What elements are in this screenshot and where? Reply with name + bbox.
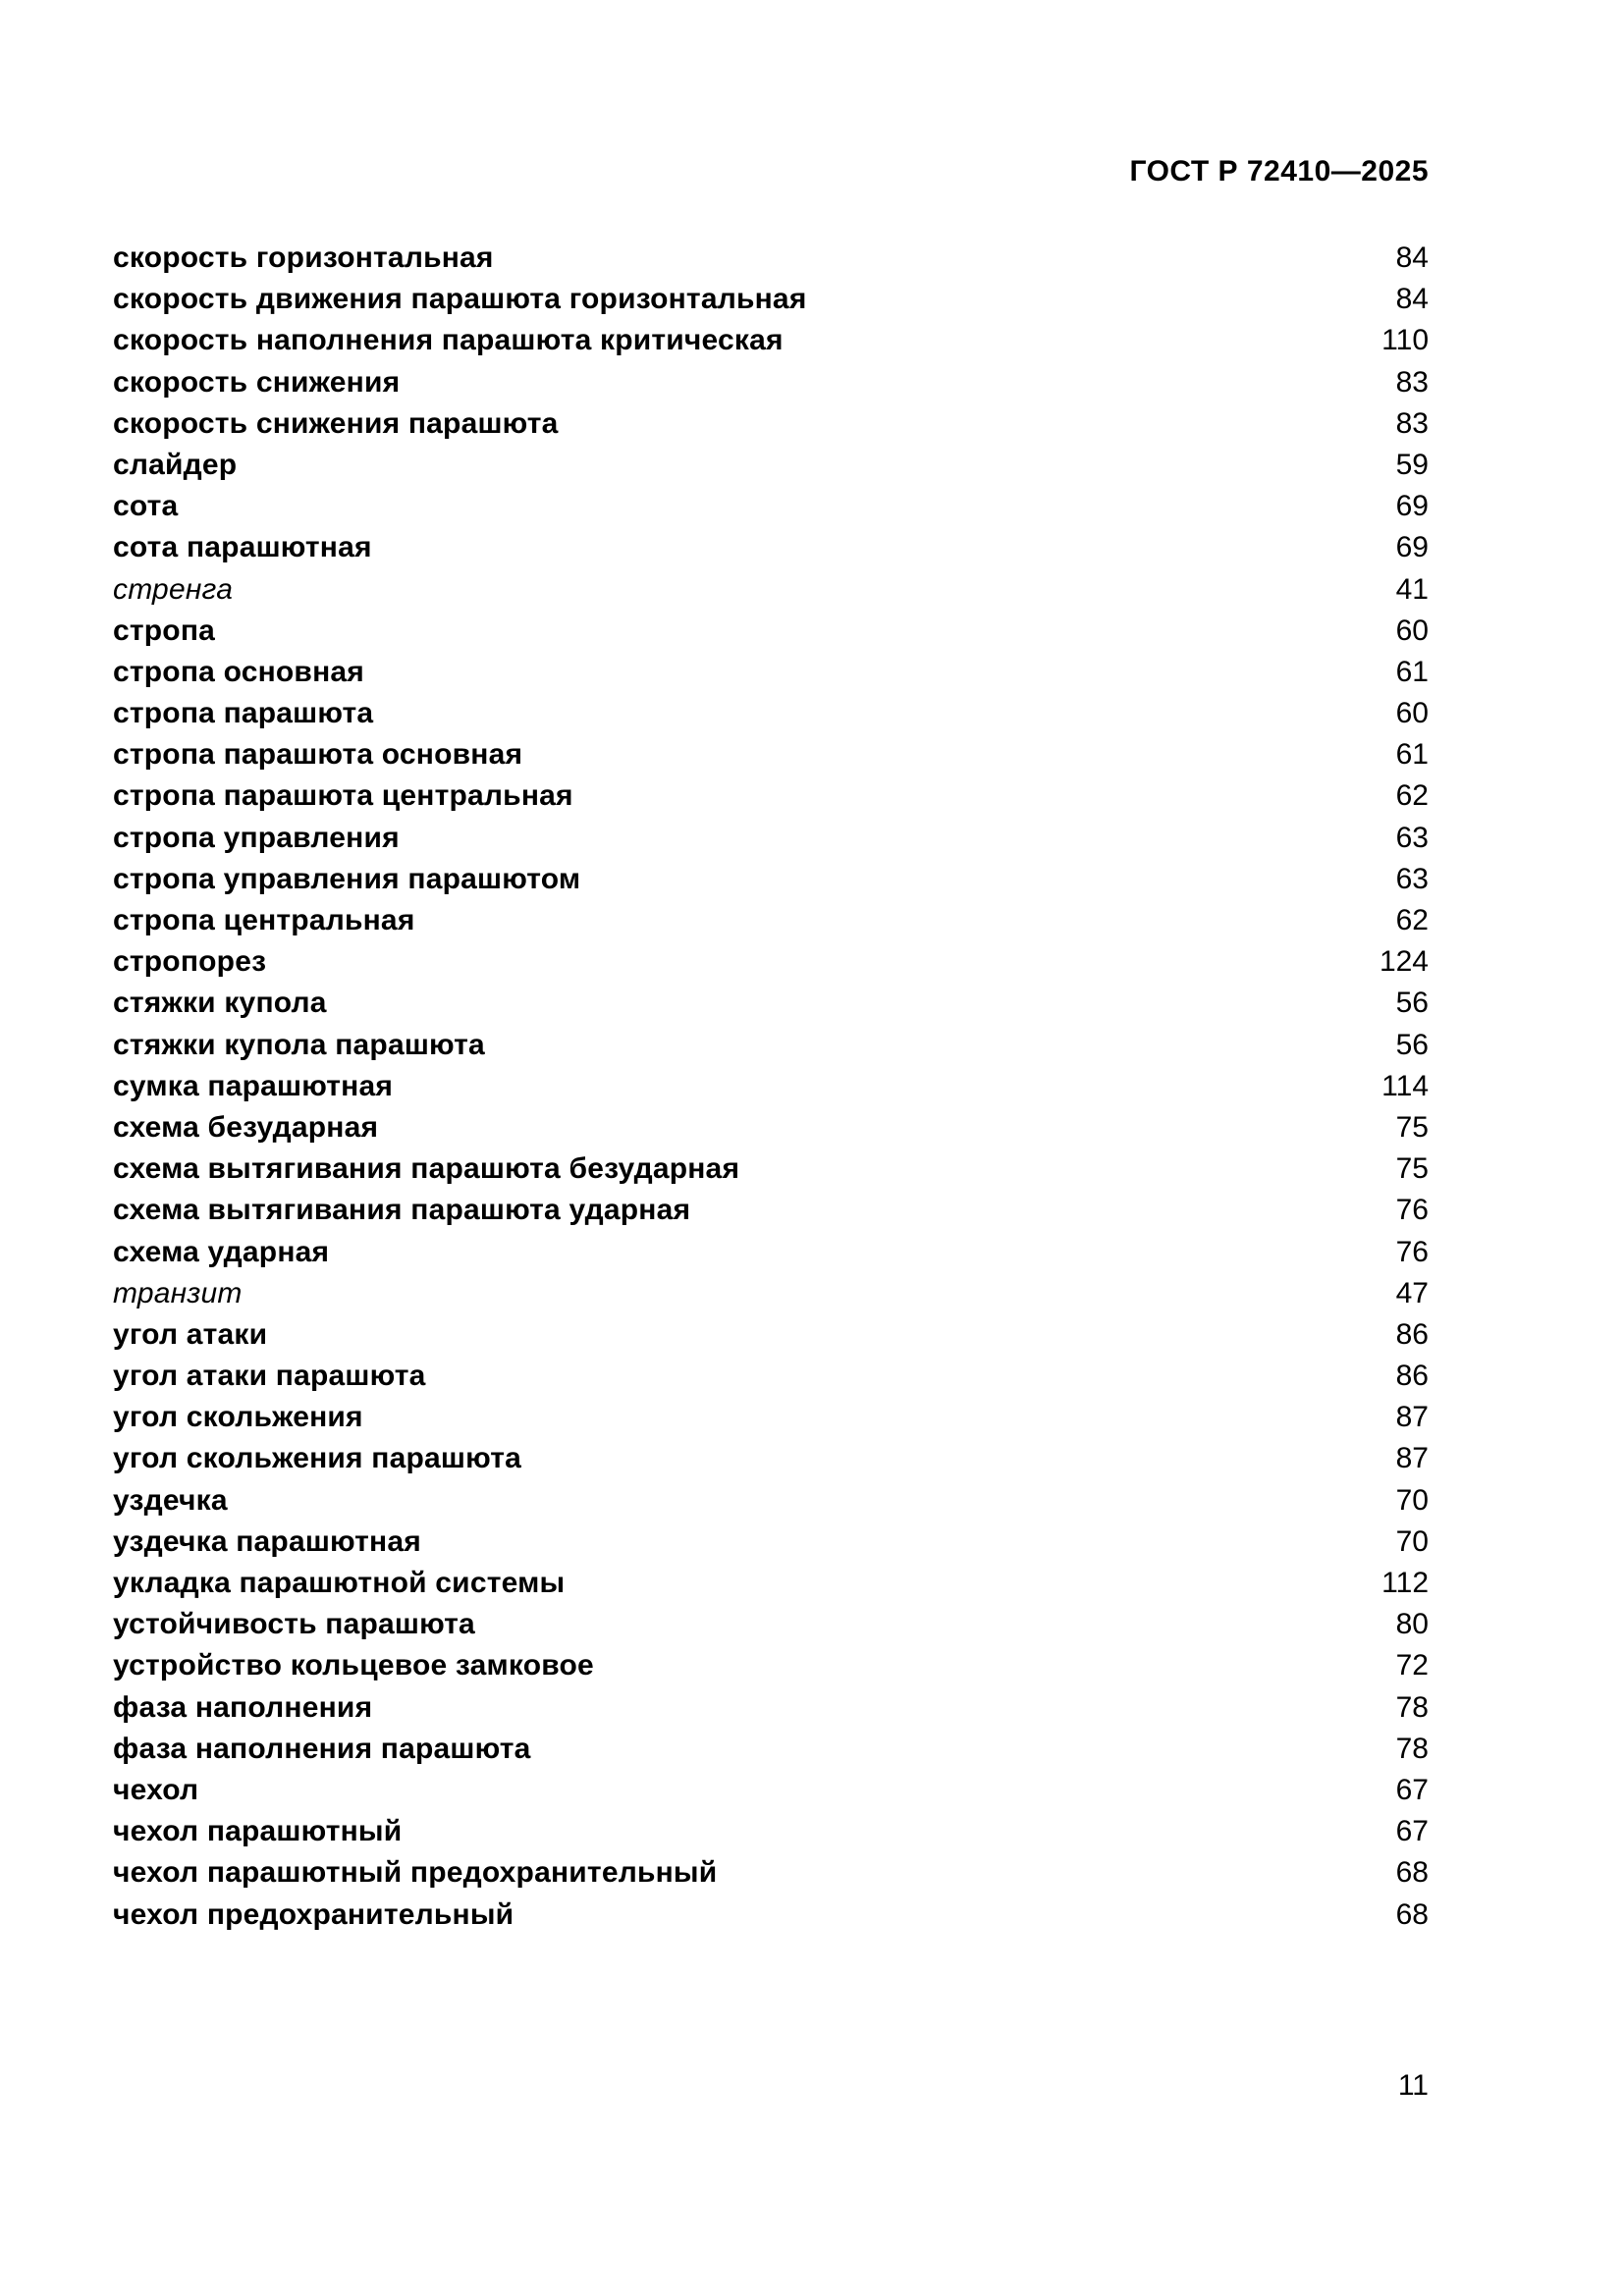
index-term: чехол парашютный предохранительный	[113, 1856, 718, 1890]
alphabetical-index-list	[113, 238, 1429, 1936]
index-term: сота парашютная	[113, 531, 372, 564]
index-page-number: 83	[1395, 406, 1429, 440]
index-row	[113, 1273, 1429, 1314]
index-term: стренга	[113, 572, 234, 606]
index-page-number: 112	[1381, 1567, 1429, 1599]
index-term: угол атаки парашюта	[113, 1360, 426, 1393]
index-term: стропа парашюта основная	[113, 738, 523, 772]
index-row	[113, 611, 1429, 652]
index-page-number: 56	[1395, 987, 1429, 1020]
index-row	[113, 362, 1429, 403]
index-page-number: 87	[1395, 1401, 1429, 1434]
index-term: стропа управления парашютом	[113, 862, 581, 895]
index-row	[113, 569, 1429, 611]
index-term: фаза наполнения парашюта	[113, 1732, 531, 1765]
index-page-number: 70	[1395, 1524, 1429, 1558]
index-page-number: 62	[1395, 779, 1429, 813]
index-row	[113, 1563, 1429, 1604]
index-term: скорость горизонтальная	[113, 241, 494, 274]
index-row	[113, 1645, 1429, 1686]
index-page-number: 63	[1395, 862, 1429, 895]
index-row	[113, 859, 1429, 900]
index-term: стропа	[113, 614, 216, 647]
page-number: 11	[1397, 2069, 1429, 2102]
index-page-number: 59	[1395, 448, 1429, 481]
index-page-number: 70	[1395, 1483, 1429, 1517]
index-page-number: 62	[1395, 904, 1429, 936]
index-term: скорость наполнения парашюта критическая	[113, 324, 784, 357]
index-term: скорость движения парашюта горизонтальная	[113, 283, 807, 316]
index-page-number: 110	[1381, 324, 1429, 357]
index-row	[113, 1852, 1429, 1894]
index-page-number: 86	[1395, 1360, 1429, 1393]
index-row	[113, 238, 1429, 279]
index-page-number: 41	[1395, 572, 1429, 606]
index-term: укладка парашютной системы	[113, 1567, 566, 1599]
document-header-designation: ГОСТ Р 72410—2025	[1129, 155, 1429, 187]
index-term: слайдер	[113, 448, 238, 481]
index-term: схема безударная	[113, 1110, 379, 1144]
index-row	[113, 1397, 1429, 1438]
index-term: сумка парашютная	[113, 1069, 394, 1102]
index-page-number: 47	[1395, 1276, 1429, 1309]
index-page-number: 63	[1395, 821, 1429, 854]
index-row	[113, 693, 1429, 734]
index-page-number: 68	[1395, 1897, 1429, 1931]
index-page-number: 84	[1395, 241, 1429, 274]
index-page-number: 76	[1395, 1235, 1429, 1268]
index-term: стропа парашюта центральная	[113, 779, 573, 813]
index-row	[113, 1438, 1429, 1479]
index-page-number: 72	[1395, 1649, 1429, 1682]
index-term: стропа основная	[113, 655, 364, 688]
index-row	[113, 983, 1429, 1024]
index-row	[113, 1522, 1429, 1563]
index-row	[113, 403, 1429, 445]
index-term: уздечка парашютная	[113, 1524, 421, 1558]
index-page-number: 83	[1395, 365, 1429, 399]
index-term: устройство кольцевое замковое	[113, 1649, 594, 1682]
index-page-number: 61	[1395, 738, 1429, 772]
index-page-number: 78	[1395, 1690, 1429, 1724]
index-term: скорость снижения	[113, 365, 401, 399]
index-page-number: 69	[1395, 490, 1429, 523]
index-term: стропорез	[113, 945, 267, 979]
index-row	[113, 1687, 1429, 1729]
index-page-number: 67	[1395, 1773, 1429, 1806]
index-term: чехол парашютный	[113, 1815, 403, 1848]
index-page-number: 84	[1395, 283, 1429, 316]
index-page-number: 124	[1379, 945, 1429, 979]
index-page-number: 68	[1395, 1856, 1429, 1890]
index-row	[113, 1148, 1429, 1190]
index-term: стропа управления	[113, 821, 400, 854]
index-term: фаза наполнения	[113, 1690, 373, 1724]
index-row	[113, 818, 1429, 859]
index-term: транзит	[113, 1276, 243, 1309]
index-term: угол скольжения парашюта	[113, 1442, 521, 1475]
index-page-number: 76	[1395, 1194, 1429, 1227]
index-page-number: 60	[1395, 614, 1429, 647]
index-row	[113, 1232, 1429, 1273]
index-row	[113, 320, 1429, 361]
index-page-number: 56	[1395, 1028, 1429, 1061]
index-term: устойчивость парашюта	[113, 1608, 475, 1641]
index-page-number: 67	[1395, 1815, 1429, 1848]
index-term: угол скольжения	[113, 1401, 363, 1434]
index-page-number: 80	[1395, 1608, 1429, 1641]
index-row	[113, 1190, 1429, 1231]
index-row	[113, 279, 1429, 320]
index-row	[113, 775, 1429, 817]
index-row	[113, 1770, 1429, 1811]
index-term: схема вытягивания парашюта безударная	[113, 1152, 740, 1186]
index-row	[113, 1604, 1429, 1645]
index-row	[113, 1895, 1429, 1936]
index-term: скорость снижения парашюта	[113, 406, 559, 440]
index-term: стяжки купола	[113, 987, 327, 1020]
index-term: стропа центральная	[113, 904, 415, 936]
index-page-number: 114	[1381, 1069, 1429, 1102]
index-page-number: 75	[1395, 1110, 1429, 1144]
index-row	[113, 900, 1429, 941]
index-term: стропа парашюта	[113, 697, 374, 730]
index-page-number: 78	[1395, 1732, 1429, 1765]
index-row	[113, 445, 1429, 486]
index-term: сота	[113, 490, 179, 523]
index-row	[113, 1066, 1429, 1107]
index-row	[113, 527, 1429, 568]
index-row	[113, 1811, 1429, 1852]
index-row	[113, 1314, 1429, 1356]
index-row	[113, 941, 1429, 983]
index-term: схема ударная	[113, 1235, 330, 1268]
index-term: чехол	[113, 1773, 199, 1806]
index-term: чехол предохранительный	[113, 1897, 514, 1931]
index-term: уздечка	[113, 1483, 228, 1517]
index-row	[113, 652, 1429, 693]
index-term: схема вытягивания парашюта ударная	[113, 1194, 691, 1227]
index-row	[113, 1356, 1429, 1397]
index-row	[113, 1729, 1429, 1770]
index-page-number: 69	[1395, 531, 1429, 564]
index-term: угол атаки	[113, 1317, 268, 1351]
index-row	[113, 486, 1429, 527]
index-page-number: 75	[1395, 1152, 1429, 1186]
index-row	[113, 1025, 1429, 1066]
index-row	[113, 1107, 1429, 1148]
index-page-number: 61	[1395, 655, 1429, 688]
index-row	[113, 1480, 1429, 1522]
index-term: стяжки купола парашюта	[113, 1028, 485, 1061]
index-page-number: 86	[1395, 1317, 1429, 1351]
index-page-number: 60	[1395, 697, 1429, 730]
index-page-number: 87	[1395, 1442, 1429, 1475]
index-row	[113, 734, 1429, 775]
